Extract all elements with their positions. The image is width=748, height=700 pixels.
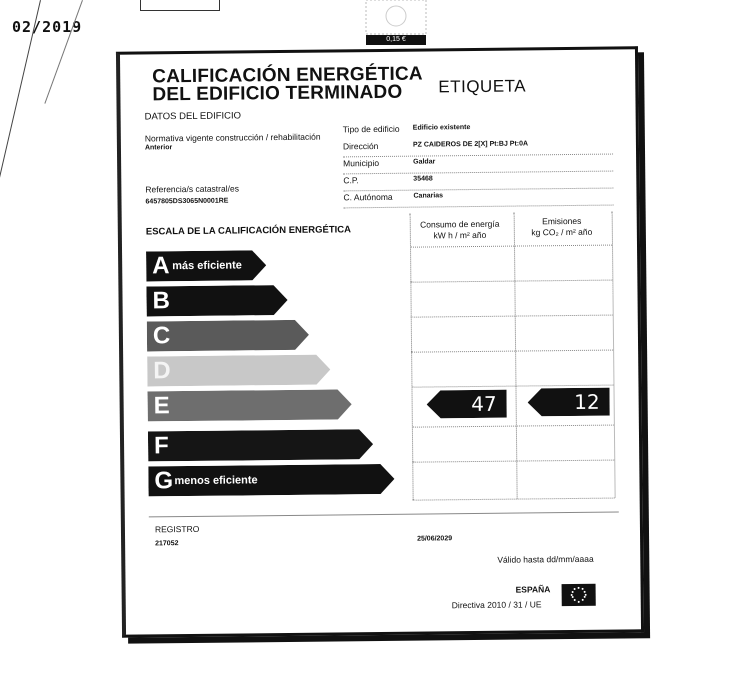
- address-label: Dirección: [342, 141, 379, 152]
- cadastral-label: Referencia/s catastral/es: [145, 183, 239, 195]
- class-arrow-g: [148, 464, 394, 497]
- emissions-unit: kg CO₂ / m² año: [531, 226, 593, 238]
- consumption-rating-arrow: [427, 390, 507, 419]
- class-label: más eficiente: [172, 259, 242, 273]
- municipality-label: Municipio: [343, 158, 380, 169]
- scale-title: ESCALA DE LA CALIFICACIÓN ENERGÉTICA: [145, 224, 352, 238]
- register-divider: [149, 512, 619, 518]
- type-label: Tipo de edificio: [342, 123, 400, 135]
- emissions-value: 12: [574, 389, 600, 414]
- field-divider: [344, 205, 614, 209]
- title-line-1: CALIFICACIÓN ENERGÉTICA: [152, 63, 423, 88]
- class-letter: G: [154, 467, 174, 495]
- country-label: ESPAÑA: [515, 584, 551, 595]
- column-divider: [410, 214, 414, 500]
- class-arrow-c: [147, 320, 309, 352]
- class-letter: E: [153, 392, 170, 420]
- class-arrow-f: [148, 429, 373, 461]
- seal-stamp-icon: [140, 0, 220, 11]
- price-tag: 0,15 €: [366, 35, 426, 45]
- class-label: menos eficiente: [174, 474, 258, 488]
- building-section-title: DATOS DEL EDIFICIO: [144, 110, 242, 123]
- class-arrow-d: [147, 355, 330, 387]
- row-divider: [411, 315, 613, 318]
- row-divider: [410, 245, 612, 248]
- class-arrow-e: [148, 389, 352, 421]
- emissions-header: Emisiones: [542, 215, 582, 227]
- tax-stamp-icon: [362, 0, 430, 38]
- class-arrow-a: [146, 250, 266, 281]
- class-letter: A: [152, 252, 170, 280]
- community-value: Canarias: [413, 192, 444, 200]
- row-divider: [410, 280, 612, 283]
- directive-label: Directiva 2010 / 31 / UE: [451, 599, 542, 611]
- valid-until-label: Válido hasta dd/mm/aaaa: [497, 553, 594, 565]
- regulation-label: Normativa vigente construcción / rehabilitación: [144, 131, 321, 144]
- cadastral-value: 6457805DS3065N0001RE: [145, 197, 229, 206]
- register-number: 217052: [155, 540, 179, 548]
- column-divider: [612, 212, 616, 498]
- energy-label-card: [116, 46, 644, 637]
- row-divider: [413, 498, 615, 501]
- label-type: ETIQUETA: [438, 76, 527, 97]
- postcode-label: C.P.: [343, 175, 359, 186]
- margin-line: [44, 0, 84, 104]
- column-divider: [514, 213, 518, 499]
- consumption-value: 47: [471, 391, 497, 417]
- stamp-date: 02/2019: [12, 18, 83, 36]
- register-label: REGISTRO: [154, 523, 200, 535]
- emissions-rating-arrow: [527, 388, 609, 417]
- title-line-2: DEL EDIFICIO TERMINADO: [152, 81, 403, 106]
- postcode-value: 35468: [413, 175, 433, 183]
- class-letter: C: [152, 322, 171, 350]
- margin-line: [0, 0, 42, 254]
- class-letter: F: [153, 432, 169, 460]
- row-divider: [412, 425, 614, 428]
- valid-until-date: 25/06/2029: [417, 535, 453, 543]
- address-value: PZ CAIDEROS DE 2[X] Pt:BJ Pt:0A: [412, 140, 529, 149]
- municipality-value: Galdar: [413, 158, 436, 166]
- field-divider: [343, 154, 613, 158]
- field-divider: [343, 171, 613, 175]
- eu-flag-icon: [562, 584, 596, 606]
- type-value: Edificio existente: [412, 124, 471, 132]
- row-divider: [412, 460, 614, 463]
- community-label: C. Autónoma: [343, 191, 393, 203]
- class-letter: B: [152, 287, 171, 315]
- regulation-value: Anterior: [144, 144, 173, 152]
- consumption-header: Consumo de energía: [420, 218, 500, 230]
- field-divider: [343, 188, 613, 192]
- consumption-unit: kW h / m² año: [433, 229, 487, 241]
- row-divider: [411, 350, 613, 353]
- class-arrow-b: [146, 285, 287, 316]
- class-letter: D: [153, 357, 171, 385]
